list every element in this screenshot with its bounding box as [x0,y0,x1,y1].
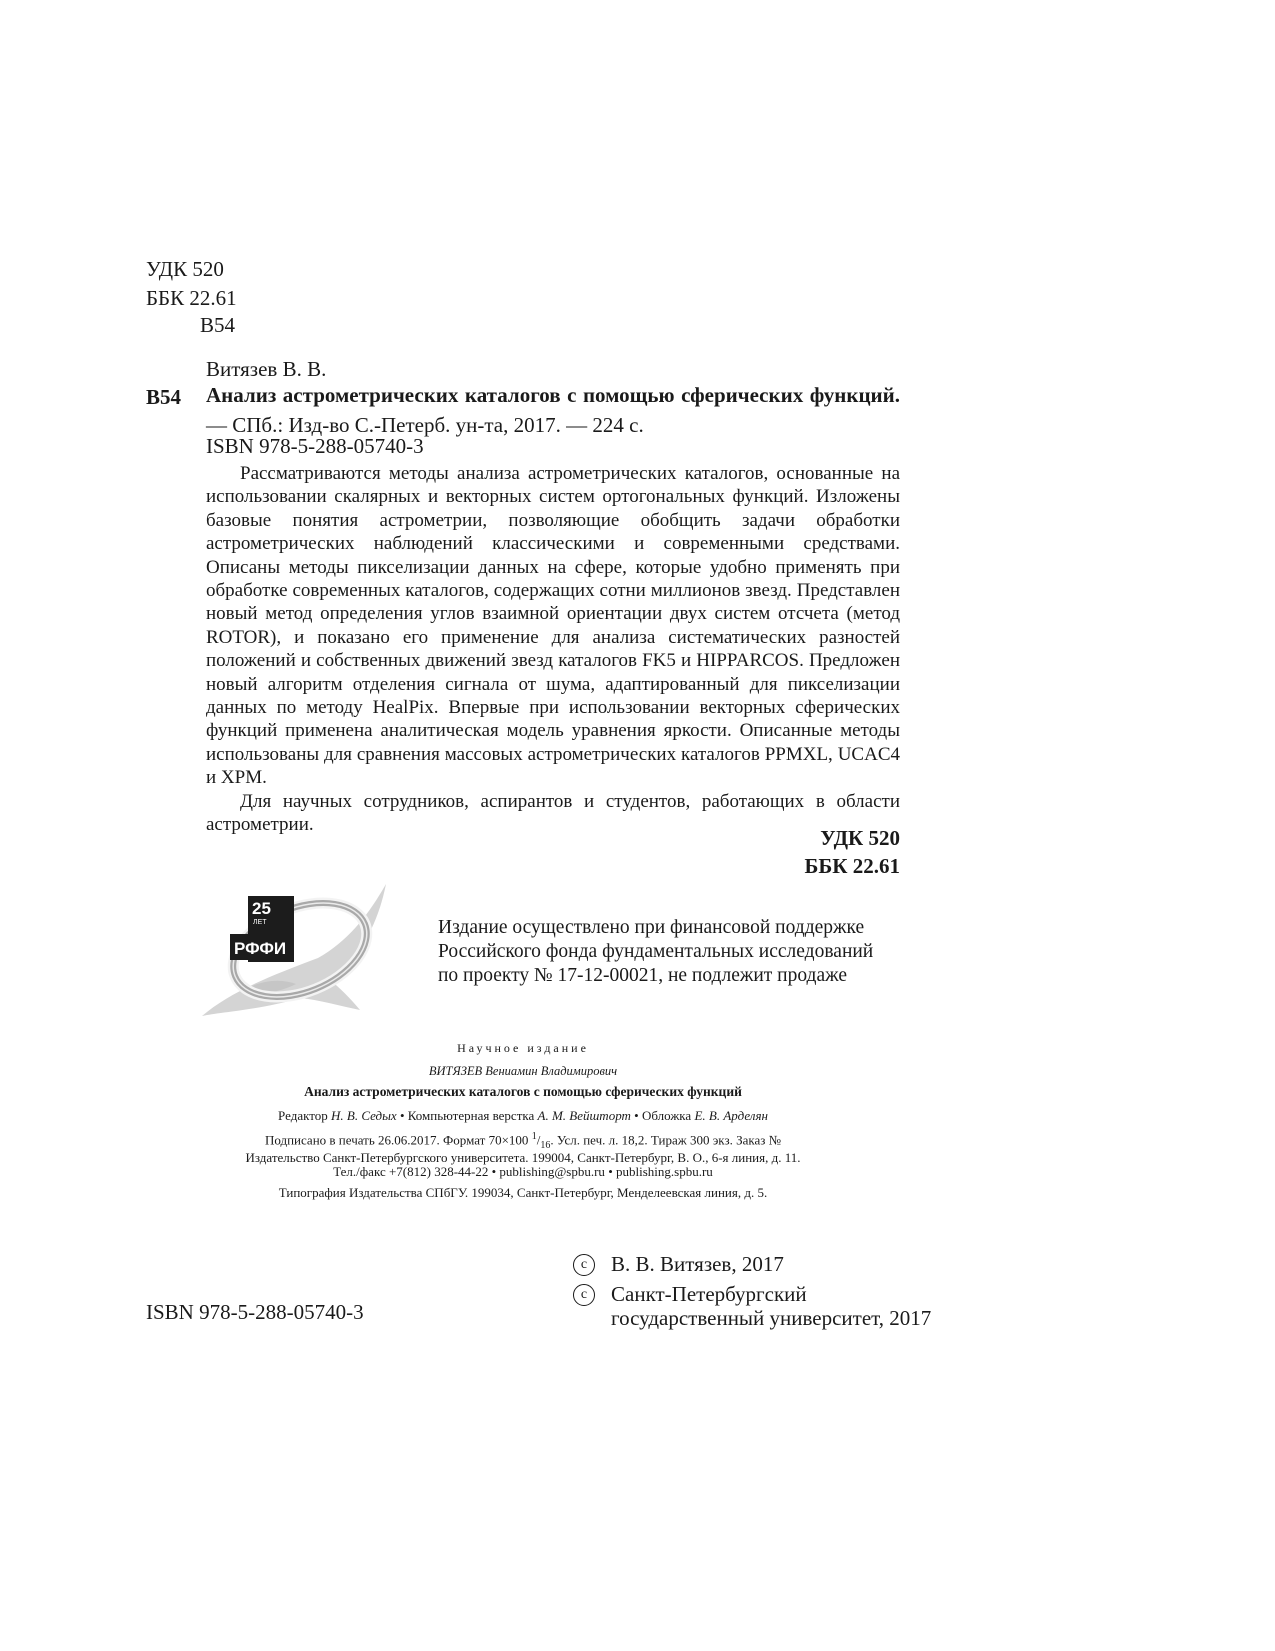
publisher-email: publishing@spbu.ru [499,1164,605,1179]
format-numerator: 1 [531,1131,537,1142]
logo-years: 25 [252,899,271,918]
abstract-paragraph-2: Для научных сотрудников, аспирантов и студентов, работающих в области астрометрии. [206,790,900,836]
copyright-2-line-1: Санкт-Петербургский [611,1282,807,1306]
cover-label: Обложка [641,1108,692,1123]
signed-suffix: . Усл. печ. л. 18,2. Тираж 300 экз. Заказ № [550,1132,782,1148]
bbk-top: ББК 22.61 [146,286,237,310]
record-author: Витязев В. В. [206,357,327,381]
udk-bottom: УДК 520 [820,826,900,850]
copyright-1: В. В. Витязев, 2017 [611,1252,784,1276]
udk-top: УДК 520 [146,257,224,281]
layout-name: А. М. Вейшторт [537,1108,631,1123]
bullet-4: • [608,1164,616,1179]
abstract-paragraph-1: Рассматриваются методы анализа астрометрических каталогов, основанные на использовании скалярных и векторных систем ортогональных функций. Изложены базовые понятия астрометрии, позволяющие обобщить задачи обработки астрометрических наблюдений классическими и современными средствами. Описаны методы пикселизации данных на сфере, которые удобно применять при обработке современных каталогов, содержащих сотни миллионов звезд. Представлен новый метод определения углов взаимной ориентации двух систем отсчета (метод ROTOR), и показано его применение для анализа систематических разностей положений и собственных движений звезд каталогов FK5 и HIPPARCOS. Предложен новый алгоритм отделения сигнала от шума, адаптированный для пикселизации данных по методу HealPix. Впервые при использовании векторных сферических функций применена аналитическая модель уравнения яркости. Описанные методы использованы для сравнения массовых астрометрических каталогов PPMXL, UCAC4 и XPM. [206,463,900,789]
imprint-author: ВИТЯЗЕВ Вениамин Владимирович [428,1064,618,1078]
bullet-1: • [399,1108,408,1123]
record-publication-info: — СПб.: Изд-во С.-Петерб. ун-та, 2017. — 224 с. [206,413,644,437]
abstract [206,462,900,837]
bbk-bottom: ББК 22.61 [804,854,900,878]
layout-label: Компьютерная верстка [407,1108,535,1123]
rffi-logo [200,880,390,1020]
record-mark: В54 [146,385,182,409]
logo-name: РФФИ [234,939,287,958]
editor-label: Редактор [278,1108,328,1123]
format-denominator: 16 [540,1139,551,1151]
cover-name: Е. В. Арделян [694,1108,768,1123]
imprint-signed: Подписано в печать 26.06.2017. Формат 70×100 $^1/_{16}$. Усл. печ. л. 18,2. Тираж 300 экз. Заказ № [264,1131,782,1151]
funding-line-3: по проекту № 17-12-00021, не подлежит продаже [438,965,847,986]
imprint-staff [146,1107,900,1125]
bullet-3: • [491,1164,500,1179]
imprint-title: Анализ астрометрических каталогов с помощью сферических функций [304,1084,742,1099]
copyright-2-line-2: государственный университет, 2017 [611,1306,932,1330]
logo-let: ЛЕТ [253,919,267,926]
footer-isbn: ISBN 978-5-288-05740-3 [146,1300,364,1324]
funding-line-1: Издание осуществлено при финансовой поддержке [438,917,865,938]
author-mark-top: В54 [200,313,236,337]
funding-line-2: Российского фонда фундаментальных исследований [438,941,874,962]
publisher-site: publishing.spbu.ru [616,1164,713,1179]
imprint-printer: Типография Издательства СПбГУ. 199034, Санкт-Петербург, Менделеевская линия, д. 5. [278,1185,768,1200]
imprint-publisher: Издательство Санкт-Петербургского университета. 199004, Санкт-Петербург, В. О., 6-я линия, д. 11. [245,1150,801,1165]
publisher-phone: Тел./факс +7(812) 328-44-22 [333,1164,489,1179]
imprint-kind: Научное издание [457,1041,589,1055]
bullet-2: • [634,1108,642,1123]
imprint-contacts [146,1163,900,1181]
rffi-logo-graphic [200,880,390,1020]
record-isbn: ISBN 978-5-288-05740-3 [206,434,424,458]
record-title: Анализ астрометрических каталогов с помощью сферических функций. [206,383,900,407]
editor-name: Н. В. Седых [331,1108,397,1123]
copyright-icon-2: c [573,1284,595,1306]
signed-prefix: Подписано в печать 26.06.2017. Формат 70×100 [264,1132,529,1148]
copyright-icon: c [573,1254,595,1276]
